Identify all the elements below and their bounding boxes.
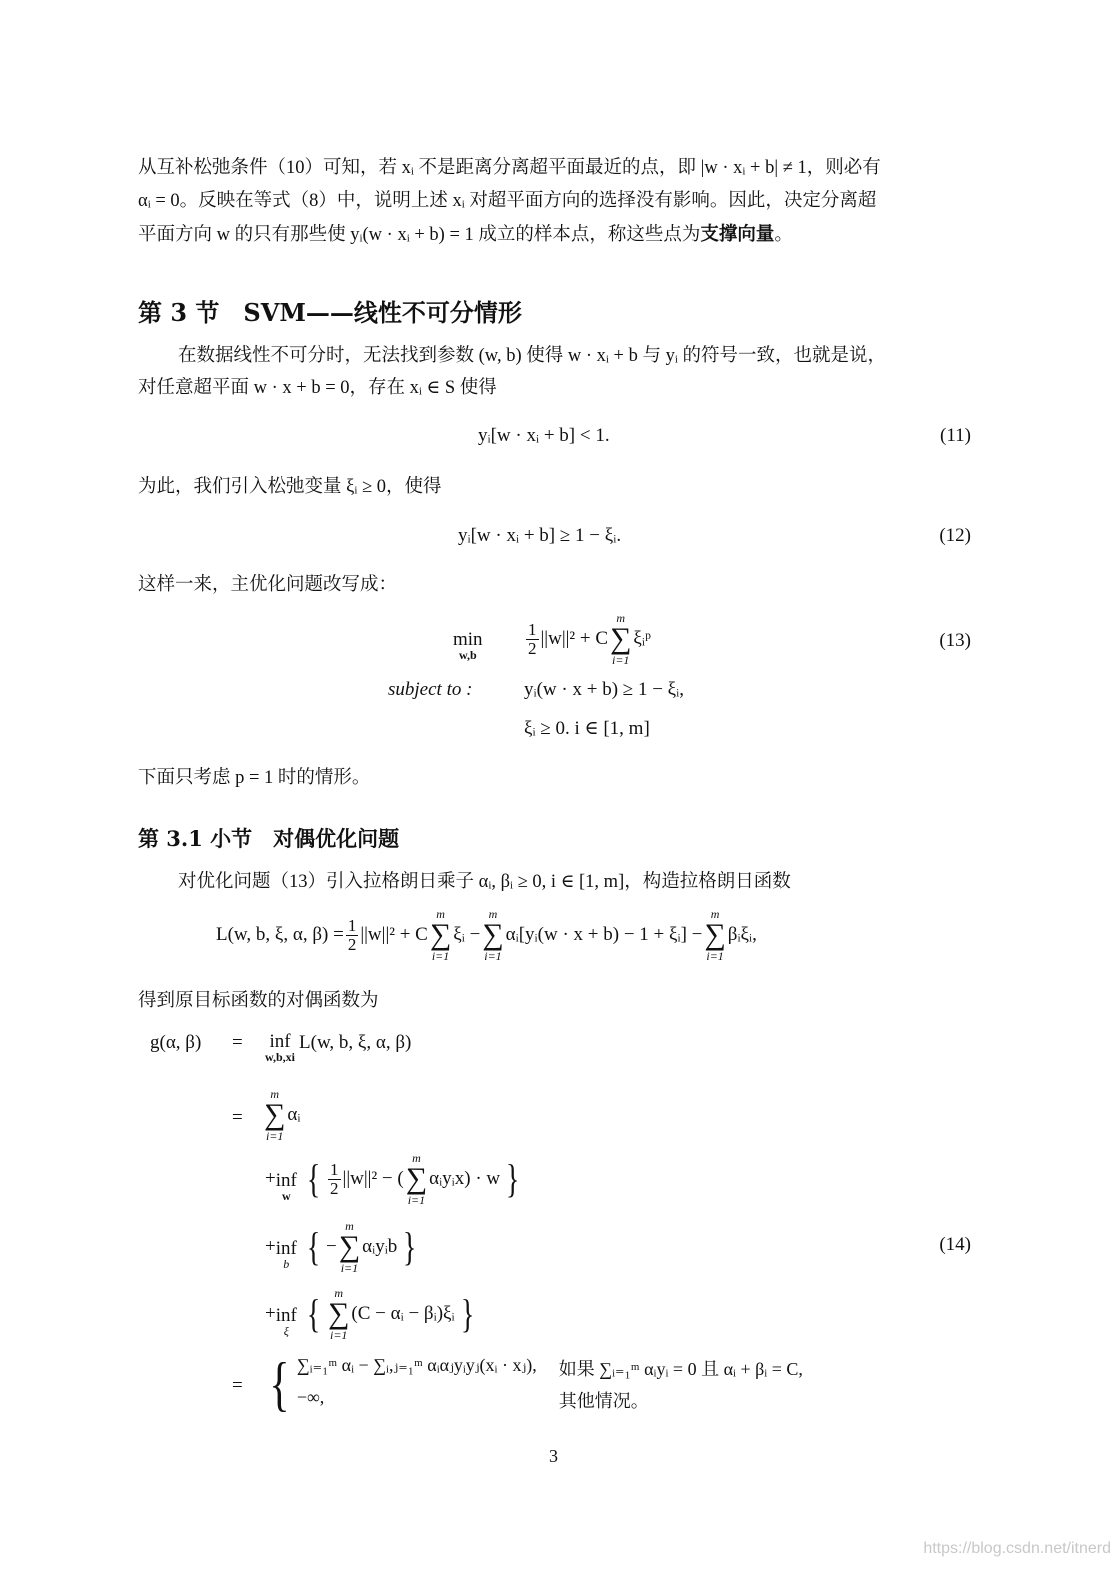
sum-symbol: m ∑ i=1	[704, 907, 726, 963]
equation-number: (13)	[939, 630, 971, 651]
term: −	[326, 1236, 337, 1257]
constraint: yᵢ(w · x + b) ≥ 1 − ξᵢ,	[524, 679, 684, 700]
numerator: 1	[347, 915, 357, 935]
numerator: 1	[528, 619, 537, 639]
equals: =	[232, 1032, 243, 1053]
fraction	[328, 1161, 341, 1198]
term-support-vector: 支撑向量	[700, 225, 775, 245]
sum-upper: m	[436, 907, 445, 921]
sum-upper: m	[412, 1151, 421, 1165]
sum-lower: i=1	[340, 1261, 359, 1275]
dual-line-1	[265, 1032, 411, 1063]
dual-cases: { ∑ᵢ₌₁ᵐ αᵢ − ∑ᵢ,ⱼ₌₁ᵐ αᵢαⱼyᵢyⱼ(xᵢ · xⱼ), 如果 ∑ᵢ₌₁ᵐ αᵢyᵢ = 0 且 αᵢ + βᵢ = C, −∞, 其他情况。	[269, 1351, 803, 1417]
fraction	[346, 917, 359, 954]
min-subscript: w,b	[458, 648, 477, 662]
sum-symbol: m ∑ i=1	[405, 1151, 428, 1207]
term: L(w, b, ξ, α, β) =	[216, 924, 344, 945]
sum-lower: i=1	[612, 653, 630, 667]
dual-function-lhs: g(α, β)	[150, 1032, 202, 1053]
equation-12: yᵢ[w · xᵢ + b] ≥ 1 − ξᵢ.	[458, 525, 622, 546]
inf-subscript: ξ	[283, 1323, 289, 1338]
min-label: min	[453, 629, 483, 650]
paragraph-line: 对优化问题（13）引入拉格朗日乘子 αᵢ, βᵢ ≥ 0, i ∈ [1, m]，构造拉格朗日函数	[178, 872, 791, 892]
sum-lower: i=1	[265, 1129, 284, 1143]
paragraph-line: 这样一来，主优化问题改写成：	[138, 575, 398, 595]
paragraph-line: 下面只考虑 p = 1 时的情形。	[138, 768, 371, 788]
inf-subscript: w	[281, 1188, 291, 1203]
dual-line-2	[262, 1088, 300, 1142]
inf-label: inf	[275, 1237, 297, 1259]
term: ξᵢᵖ	[633, 628, 651, 649]
sum-upper: m	[710, 907, 720, 921]
paragraph-line: 从互补松弛条件（10）可知，若 xᵢ 不是距离分离超平面最近的点，即 |w · xᵢ + b| ≠ 1，则必有	[138, 158, 881, 178]
dual-line-3: + inf w { $\frac{1}{2}$ ||w||² − ( m ∑ i=1 αᵢyᵢx) · w }	[265, 1151, 520, 1207]
paragraph-line: 为此，我们引入松弛变量 ξᵢ ≥ 0，使得	[138, 477, 442, 497]
equation-number: (11)	[940, 425, 971, 446]
case-condition: 如果 ∑ᵢ₌₁ᵐ αᵢyᵢ = 0 且 αᵢ + βᵢ = C,	[558, 1359, 803, 1379]
paragraph-line: αᵢ = 0。反映在等式（8）中，说明上述 xᵢ 对超平面方向的选择没有影响。因此，决定分离超	[138, 191, 877, 211]
paragraph-line	[138, 222, 793, 248]
dual-line-4: + inf b { − m ∑ i=1 αᵢyᵢb }	[265, 1219, 417, 1275]
equals: =	[232, 1375, 243, 1396]
case-expression: −∞,	[296, 1387, 325, 1407]
sum-upper: m	[345, 1219, 354, 1233]
term: αᵢyᵢb	[362, 1236, 398, 1257]
lagrangian-equation	[216, 908, 757, 962]
equation-number: (14)	[939, 1234, 971, 1255]
case-expression: ∑ᵢ₌₁ᵐ αᵢ − ∑ᵢ,ⱼ₌₁ᵐ αᵢαⱼyᵢyⱼ(xᵢ · xⱼ),	[296, 1355, 537, 1375]
sum-lower: i=1	[706, 949, 724, 963]
term: αᵢ[yᵢ(w · x + b) − 1 + ξᵢ] −	[505, 924, 703, 945]
term: ξᵢ −	[453, 924, 481, 945]
inf-label: inf	[275, 1304, 297, 1326]
sum-symbol: m ∑ i=1	[338, 1219, 361, 1275]
term: (C − αᵢ − βᵢ)ξᵢ	[351, 1303, 455, 1324]
paragraph-line: 得到原目标函数的对偶函数为	[138, 991, 379, 1011]
sum-lower: i=1	[484, 949, 502, 963]
term: βᵢξᵢ,	[727, 924, 757, 945]
constraint: ξᵢ ≥ 0. i ∈ [1, m]	[524, 718, 650, 739]
subject-to-label: subject to :	[388, 679, 473, 700]
numerator: 1	[330, 1159, 339, 1179]
text: 平面方向 w 的只有那些使 yᵢ(w · xᵢ + b) = 1 成立的样本点，称这些点为	[138, 225, 701, 245]
text: 。	[774, 225, 793, 245]
sum-lower: i=1	[407, 1193, 426, 1207]
dual-line-5: + inf ξ { m ∑ i=1 (C − αᵢ − βᵢ)ξᵢ }	[265, 1286, 474, 1342]
min-operator	[453, 630, 487, 661]
term: ||w||² + C	[360, 924, 428, 945]
section-heading: 第 3 节 SVM——线性不可分情形	[138, 298, 522, 327]
term: αᵢ	[287, 1104, 301, 1125]
case-condition: 其他情况。	[558, 1391, 649, 1411]
term: ||w||² − (	[342, 1168, 404, 1189]
term: αᵢyᵢx) · w	[429, 1168, 501, 1189]
watermark: https://blog.csdn.net/itnerd	[923, 1540, 1111, 1557]
sum-symbol: m ∑ i=1	[482, 907, 504, 963]
sum-upper: m	[488, 907, 498, 921]
sum-symbol: m ∑ i=1	[429, 907, 452, 963]
denominator: 2	[330, 1178, 339, 1198]
equals: =	[232, 1107, 243, 1128]
inf-label: inf	[269, 1031, 291, 1052]
equation-number: (12)	[939, 525, 971, 546]
fraction	[526, 621, 539, 658]
sum-upper: m	[334, 1286, 344, 1300]
page-number: 3	[549, 1446, 558, 1466]
sum-symbol: m ∑ i=1	[328, 1286, 350, 1342]
subsection-heading: 第 3.1 小节 对偶优化问题	[138, 826, 400, 851]
objective	[524, 612, 651, 666]
term: ||w||² + C	[540, 628, 609, 649]
denominator: 2	[347, 934, 357, 954]
paragraph-line: 对任意超平面 w · x + b = 0，存在 xᵢ ∈ S 使得	[138, 378, 497, 398]
inf-subscript: w,b,xi	[265, 1050, 296, 1064]
sum-upper: m	[616, 611, 626, 625]
equation-11: yᵢ[w · xᵢ + b] < 1.	[478, 425, 610, 446]
sum-symbol: m ∑ i=1	[610, 611, 632, 667]
paragraph-line: 在数据线性不可分时，无法找到参数 (w, b) 使得 w · xᵢ + b 与 yᵢ 的符号一致，也就是说，	[178, 346, 886, 366]
inf-label: inf	[275, 1169, 297, 1191]
term: L(w, b, ξ, α, β)	[299, 1032, 412, 1053]
sum-lower: i=1	[330, 1328, 348, 1342]
sum-upper: m	[270, 1087, 280, 1101]
sum-symbol: m ∑ i=1	[264, 1087, 286, 1143]
inf-subscript: b	[283, 1256, 290, 1271]
denominator: 2	[528, 638, 537, 658]
sum-lower: i=1	[431, 949, 450, 963]
